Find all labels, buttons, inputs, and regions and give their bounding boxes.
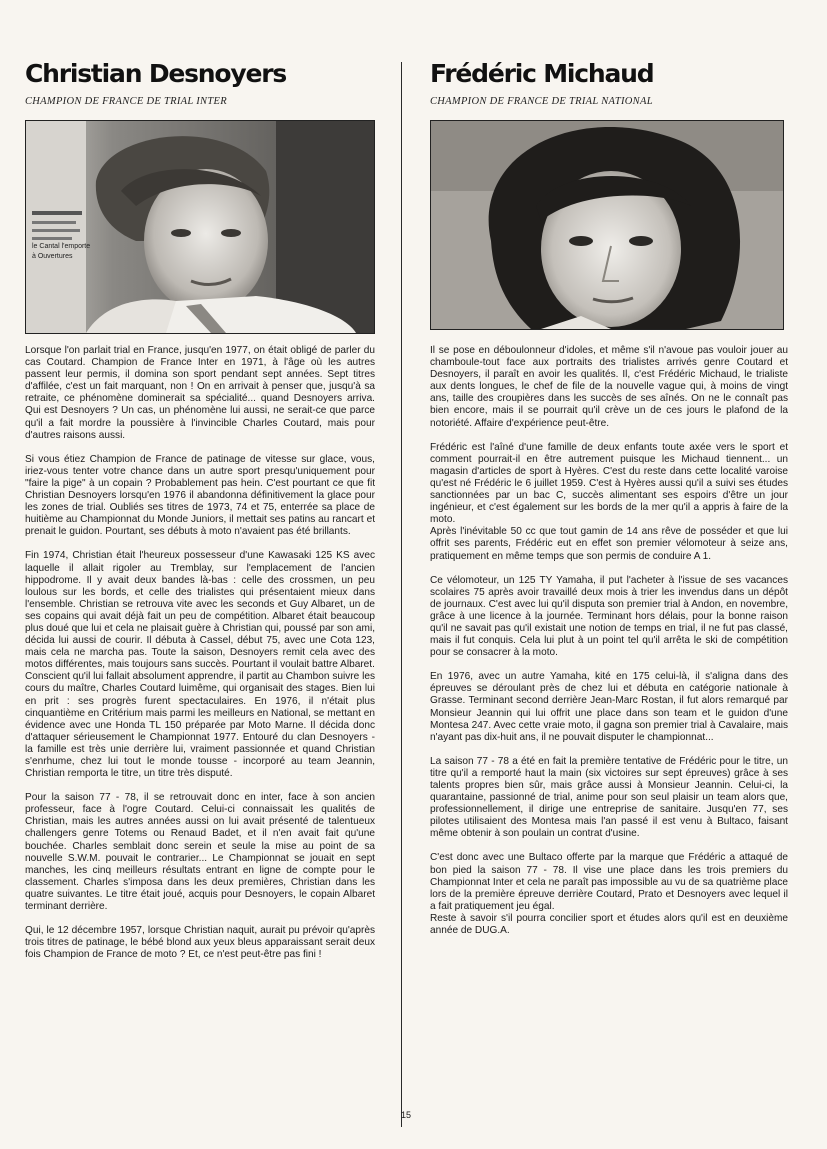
svg-text:le Cantal l'emporte: le Cantal l'emporte xyxy=(32,243,91,250)
paragraph: Fin 1974, Christian était l'heureux possesseur d'une Kawasaki 125 KS avec laquelle il allait rigoler au Tremblay, sur l'emplacement de l'ancien hippodrome. Il y avait deux bandes là-bas : celle des crossmen, un peu loulous sur les bords, et celle des trialistes qui présentaient mieux dans l'ensemble. Christian se retrouva vite avec les seconds et Guy Albaret, un de ses copains qui avait déjà fait un peu de compétition. Albaret était beaucoup plus doué que lui et cela ne plaisait guère à Christian qui, poussé par son ami, décida lui aussi de courir. Il débuta à Cassel, début 75, avec une Cota 123, mais cela ne marcha pas. Toute la saison, Desnoyers remit cela avec des motos différentes, mais toujours sans succès. Pourtant il voulait battre Albaret. xyxy=(25,550,375,671)
paragraph: Lorsque l'on parlait trial en France, jusqu'en 1977, on était obligé de parler du cas Coutard. Champion de France Inter en 1971, à l'âge où les autres passent leur permis, il domina son sport pendant sept années. Sept titres d'affilée, c'est un fait marquant, non ! On en arrivait à penser que, jusqu'à sa retraite, ce phénomène dominerait sa spécialité... quand Desnoyers arriva. Qui est Desnoyers ? Un cas, un phénomène lui aussi, ne serait-ce que parce qu'il a fait mordre la poussière à l'invincible Charles Coutard, mais pour d'autres raisons aussi. xyxy=(25,345,375,441)
article-body-desnoyers xyxy=(25,345,375,973)
article-body-michaud xyxy=(430,345,788,949)
article-subtitle-michaud: CHAMPION DE FRANCE DE TRIAL NATIONAL xyxy=(430,96,653,107)
svg-text:à Ouvertures: à Ouvertures xyxy=(32,253,73,260)
article-title-desnoyers: Christian Desnoyers xyxy=(25,59,287,88)
column-divider xyxy=(401,62,402,1127)
paragraph: La saison 77 - 78 a été en fait la première tentative de Frédéric pour le titre, un titre qu'il a remporté haut la main (six victoires sur sept épreuves) grâce à ses talents propres bien sûr, mais grâce aussi à Monsieur Jeannin. Celui-ci, la quarantaine, passionné de trial, anime pour son seul plaisir un team alors que, professionnellement, il dirige une entreprise de sanitaire. Jusqu'en 77, ses pilotes utilisaient des Montesa mais l'an passé il est venu à Bultaco, faisant même obtenir à son poulain un contrat d'usine. xyxy=(430,755,788,840)
article-subtitle-desnoyers: CHAMPION DE FRANCE DE TRIAL INTER xyxy=(25,96,227,107)
right-article xyxy=(430,58,788,937)
paragraph: Pour la saison 77 - 78, il se retrouvait donc en inter, face à son ancien professeur, face à l'ogre Coutard. Celui-ci connaissait les qualités de Christian, mais les autres années aussi on lui avait présenté de talentueux challengers genre Totems ou Renaud Badet, et il n'en avait fait qu'une bouchée. Charles semblait donc serein et seule la mise au point de sa nouvelle S.W.M. pouvait le contrarier... Le Championnat se jouait en sept manches, les cinq meilleurs résultats entrant en ligne de compte pour le classement. Charles s'imposa dans les deux premières, Christian dans les quatre suivantes. Le titre était joué, acquis pour Desnoyers, le copain Albaret terminant derrière. xyxy=(25,792,375,913)
paragraph: Après l'inévitable 50 cc que tout gamin de 14 ans rêve de posséder et que lui offrit ses parents, Frédéric eut en effet son premier vélomoteur à seize ans, pratiquement en même temps que son permis de conduire A 1. xyxy=(430,526,788,562)
paragraph: Ce vélomoteur, un 125 TY Yamaha, il put l'acheter à l'issue de ses vacances scolaires 75 après avoir travaillé deux mois à trier les invendus dans un dépôt de journaux. C'est avec lui qu'il disputa son premier trial à Andon, en novembre, grâce à une licence à la journée. Terminant hors délais, pour la bonne raison qu'il ne savait pas qu'il existait une notion de temps en trial, il ne fut pas classé, mais il fut conquis. Cela lui plut à un point tel qu'il arrêta le ski de compétition pour se consacrer à la moto. xyxy=(430,574,788,659)
paragraph: Frédéric est l'aîné d'une famille de deux enfants toute axée vers le sport et comment pourrait-il en être autrement puisque les Michaud tiennent... un magasin d'articles de sport à Hyères. C'est du reste dans cette localité varoise qu'est né Frédéric le 6 juillet 1959. C'est à Hyères aussi qu'il a suivi ses études sanctionnées par un bac C, succès alimentant ses espoirs d'être un jour ingénieur, et c'est également sur les bords de la mer qu'il a appris à faire de la moto. xyxy=(430,441,788,526)
paragraph: Qui, le 12 décembre 1957, lorsque Christian naquit, aurait pu prévoir qu'après trois titres de patinage, le bébé blond aux yeux bleus apparaissant serait deux fois Champion de France de moto ? Et, ce n'est peut-être pas fini ! xyxy=(25,925,375,961)
left-article xyxy=(25,58,375,961)
paragraph: C'est donc avec une Bultaco offerte par la marque que Frédéric a attaqué de bon pied la saison 77 - 78. Il vise une place dans les trois premiers du Championnat Inter et cela ne paraît pas impossible au vu de sa quatrième place lors de la première épreuve derrière Coutard, Prato et Desnoyers avec lequel il a fait pratiquement jeu égal. xyxy=(430,852,788,912)
paragraph: En 1976, avec un autre Yamaha, kité en 175 celui-là, il s'aligna dans des épreuves se déroulant près de chez lui et débuta en catégorie nationale à Grasse. Terminant second derrière Jean-Marc Rostan, il fut alors remarqué par Monsieur Jeannin qui lui offrit une place dans son team et le guidon d'une Montesa 247. Avec cette vraie moto, il gagna son premier trial à Cavalaire, mais n'ayant pas dix-huit ans, il ne pouvait disputer le championnat... xyxy=(430,671,788,743)
paragraph: Conscient qu'il lui fallait absolument apprendre, il partit au Chambon suivre les cours du maître, Charles Coutard luimême, qui organisait des stages. Bien lui en prit : ses progrès furent spectaculaires. En 1976, il n'était plus cinquantième en Critérium mais parmi les meilleurs en National, se mettant en évidence avec une Honda TL 150 préparée par Moto Marne. Il décida donc d'attaquer sérieusement le Championnat 1977. Entouré du clan Desnoyers - la famille est très unie derrière lui, vraiment passionnée et quand Christian s'enrhume, chez lui tout le monde tousse - incorporé au team Jeannin, Christian remporta le titre, un titre très disputé. xyxy=(25,671,375,780)
photo-frederic-michaud xyxy=(430,120,784,330)
paragraph: Reste à savoir s'il pourra concilier sport et études alors qu'il est en deuxième année de DUG.A. xyxy=(430,912,788,937)
paragraph: Il se pose en déboulonneur d'idoles, et même s'il n'avoue pas vouloir jouer au chamboule-tout face aux portraits des trialistes arrivés genre Coutard et Desnoyers, il paraît en avoir les qualités. Il, c'est Frédéric Michaud, le trialiste aux dents longues, le chef de file de la nouvelle vague qui, à moins de vingt ans, taille des croupières dans les succès de ses aînés. On ne le connaît pas bien encore, mais il se pourrait qu'il crève un de ces jours le plafond de la notoriété. Affaire d'expérience peut-être. xyxy=(430,345,788,429)
page-number: 15 xyxy=(401,1110,412,1120)
article-title-michaud: Frédéric Michaud xyxy=(430,59,654,88)
photo-christian-desnoyers xyxy=(25,120,375,334)
paragraph: Si vous étiez Champion de France de patinage de vitesse sur glace, vous, iriez-vous tenter votre chance dans un autre sport presqu'uniquement pour "faire la pige" à un copain ? Probablement pas hein. C'est pourtant ce que fit Christian Desnoyers lorsqu'en 1976 il abandonna définitivement la glace pour les zones de trial. Oubliés ses titres de 1973, 74 et 75, enterrée sa place de huitième au Championnat du Monde Juniors, il mettait ses patins au rancart et prenait le guidon. Pourtant, ses débuts à moto n'avaient pas été brillants. xyxy=(25,453,375,538)
